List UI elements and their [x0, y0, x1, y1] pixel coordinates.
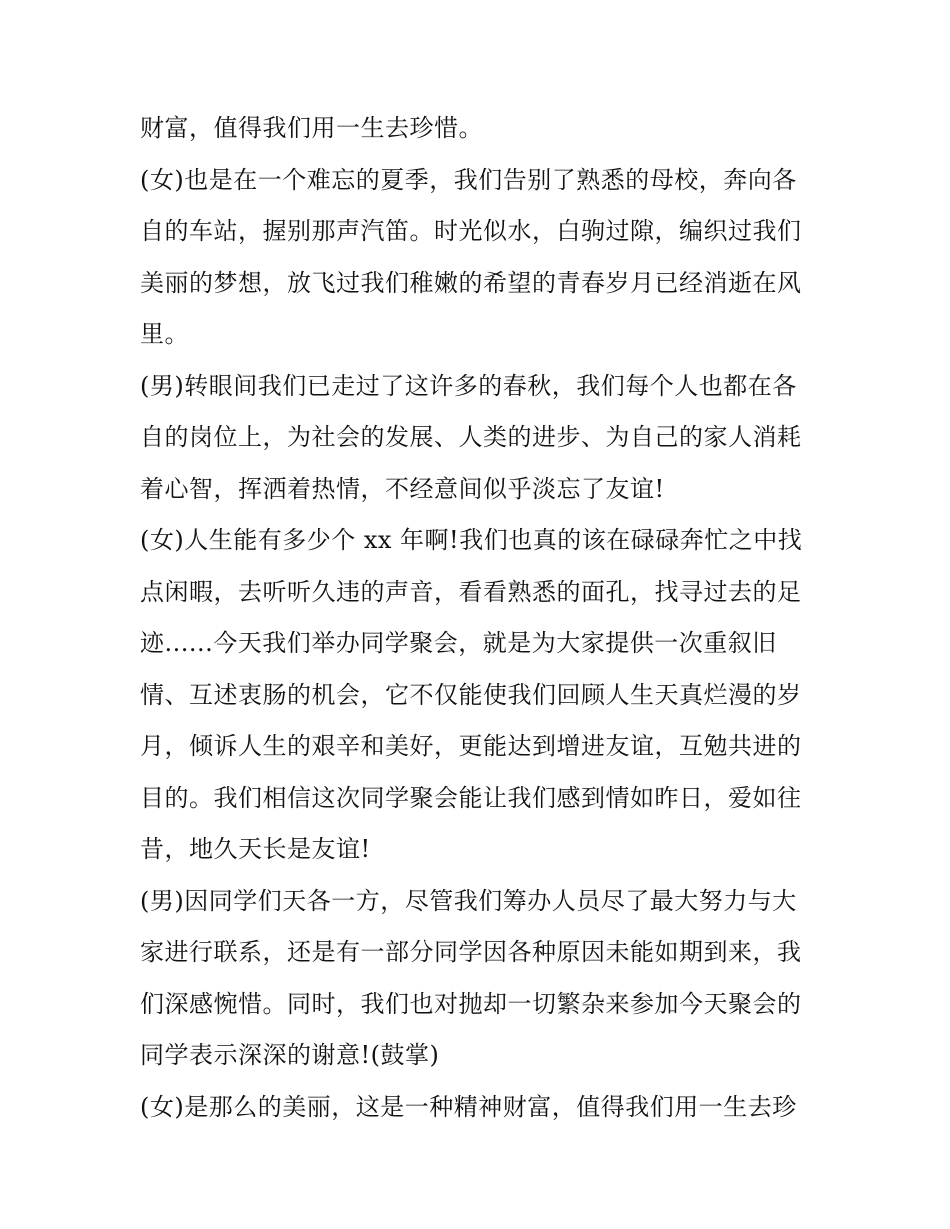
text-line: 点闲暇，去听听久违的声音，看看熟悉的面孔，找寻过去的足: [140, 577, 802, 606]
text-line: 自的岗位上，为社会的发展、人类的进步、为自己的家人消耗: [140, 423, 802, 451]
text-line: 同学表示深深的谢意!(鼓掌): [140, 1041, 440, 1069]
text-line: 们深感惋惜。同时，我们也对抛却一切繁杂来参加今天聚会的: [140, 989, 802, 1018]
text-line: (女)人生能有多少个 xx 年啊!我们也真的该在碌碌奔忙之中找: [140, 526, 803, 554]
text-line: 里。: [140, 320, 189, 348]
text-line: 目的。我们相信这次同学聚会能让我们感到情如昨日，爱如往: [140, 783, 802, 812]
text-line: (男)转眼间我们已走过了这许多的春秋，我们每个人也都在各: [140, 371, 797, 400]
text-line: 美丽的梦想，放飞过我们稚嫩的希望的青春岁月已经消逝在风: [140, 268, 802, 297]
text-line: 家进行联系，还是有一部分同学因各种原因未能如期到来，我: [140, 938, 802, 966]
text-line: 昔，地久天长是友谊!: [140, 835, 371, 863]
text-line: (女)是那么的美丽，这是一种精神财富，值得我们用一生去珍: [140, 1092, 797, 1121]
document-body: [140, 108, 820, 1138]
text-line: (男)因同学们天各一方，尽管我们筹办人员尽了最大努力与大: [140, 886, 797, 915]
text-line: 自的车站，握别那声汽笛。时光似水，白驹过隙，编织过我们: [140, 217, 802, 245]
text-line: (女)也是在一个难忘的夏季，我们告别了熟悉的母校，奔向各: [140, 165, 797, 194]
text-line: 情、互述衷肠的机会，它不仅能使我们回顾人生天真烂漫的岁: [140, 680, 802, 709]
text-line: 着心智，挥洒着热情，不经意间似乎淡忘了友谊!: [140, 474, 665, 503]
text-line: 月，倾诉人生的艰辛和美好，更能达到增进友谊，互勉共进的: [140, 732, 802, 760]
text-line: 财富，值得我们用一生去珍惜。: [140, 114, 483, 142]
text-line: 迹......今天我们举办同学聚会，就是为大家提供一次重叙旧: [140, 629, 777, 657]
